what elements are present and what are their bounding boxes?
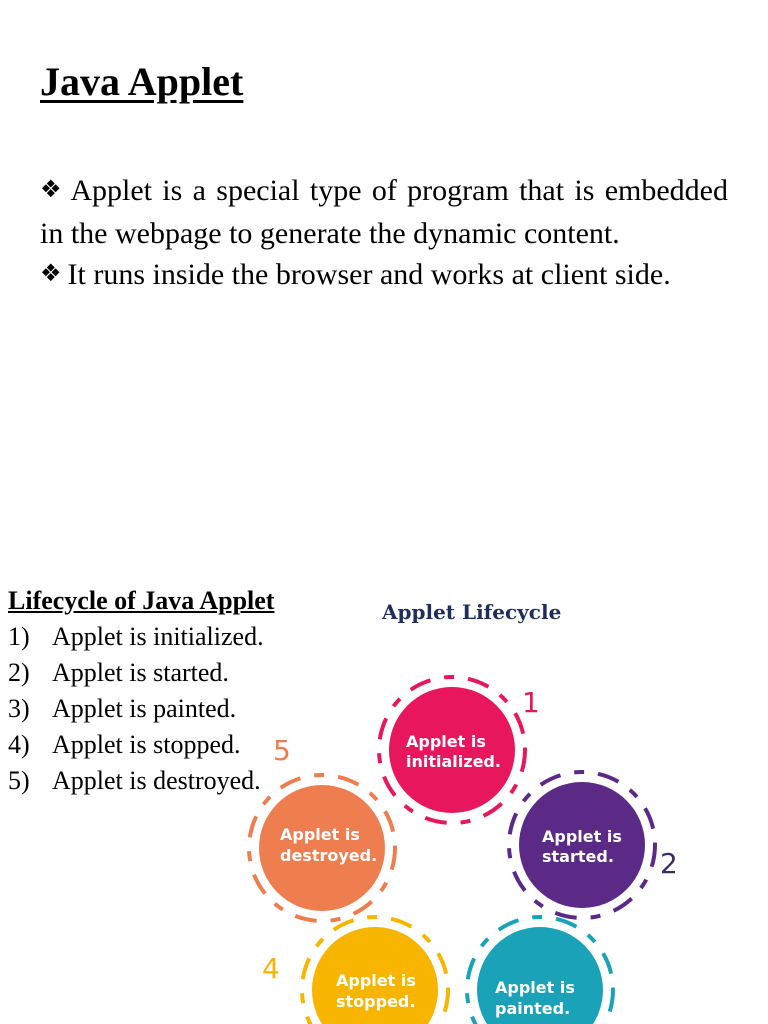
stage-label-line1: Applet is bbox=[406, 732, 486, 751]
stage-label-line1: Applet is bbox=[336, 971, 416, 990]
page-title: Java Applet bbox=[40, 59, 244, 104]
stage-label-line2: started. bbox=[542, 847, 614, 866]
bullet-text: It runs inside the browser and works at client side. bbox=[67, 258, 671, 291]
list-number: 2) bbox=[8, 658, 30, 687]
stage-label-line1: Applet is bbox=[542, 827, 622, 846]
list-item bbox=[8, 763, 348, 799]
stage-number: 5 bbox=[273, 734, 291, 767]
list-item bbox=[8, 655, 348, 691]
stage-number: 1 bbox=[522, 686, 540, 719]
list-number: 4) bbox=[8, 730, 30, 759]
list-text: Applet is initialized. bbox=[52, 622, 264, 651]
bullet-item bbox=[40, 254, 728, 297]
stage-stopped bbox=[262, 917, 448, 1024]
bullet-list bbox=[40, 170, 728, 297]
stage-label-line1: Applet is bbox=[495, 978, 575, 997]
list-text: Applet is destroyed. bbox=[52, 766, 261, 795]
stage-initialized bbox=[379, 677, 540, 823]
lifecycle-section bbox=[8, 583, 348, 799]
lifecycle-heading: Lifecycle of Java Applet bbox=[8, 586, 275, 615]
list-number: 1) bbox=[8, 622, 30, 651]
stage-label-line2: painted. bbox=[495, 999, 571, 1018]
list-item bbox=[8, 691, 348, 727]
list-text: Applet is stopped. bbox=[52, 730, 241, 759]
list-item bbox=[8, 727, 348, 763]
lifecycle-list bbox=[8, 619, 348, 799]
list-text: Applet is painted. bbox=[52, 694, 237, 723]
list-item bbox=[8, 619, 348, 655]
list-number: 3) bbox=[8, 694, 30, 723]
list-number: 5) bbox=[8, 766, 30, 795]
diamond-bullet-icon: ❖ bbox=[40, 259, 62, 287]
stage-label-line2: destroyed. bbox=[280, 846, 378, 865]
bullet-text: Applet is a special type of program that is embedded in the webpage to generate the dynamic content. bbox=[40, 174, 728, 250]
stage-painted bbox=[467, 917, 613, 1024]
stage-number: 2 bbox=[660, 847, 678, 880]
stage-number: 4 bbox=[262, 952, 280, 985]
stage-started bbox=[509, 772, 678, 918]
diagram-title: Applet Lifecycle bbox=[382, 600, 562, 624]
stage-label-line1: Applet is bbox=[280, 825, 360, 844]
stage-label-line2: stopped. bbox=[336, 992, 416, 1011]
list-text: Applet is started. bbox=[52, 658, 229, 687]
diamond-bullet-icon: ❖ bbox=[40, 175, 65, 203]
bullet-item bbox=[40, 170, 728, 254]
stage-label-line2: initialized. bbox=[406, 752, 501, 771]
